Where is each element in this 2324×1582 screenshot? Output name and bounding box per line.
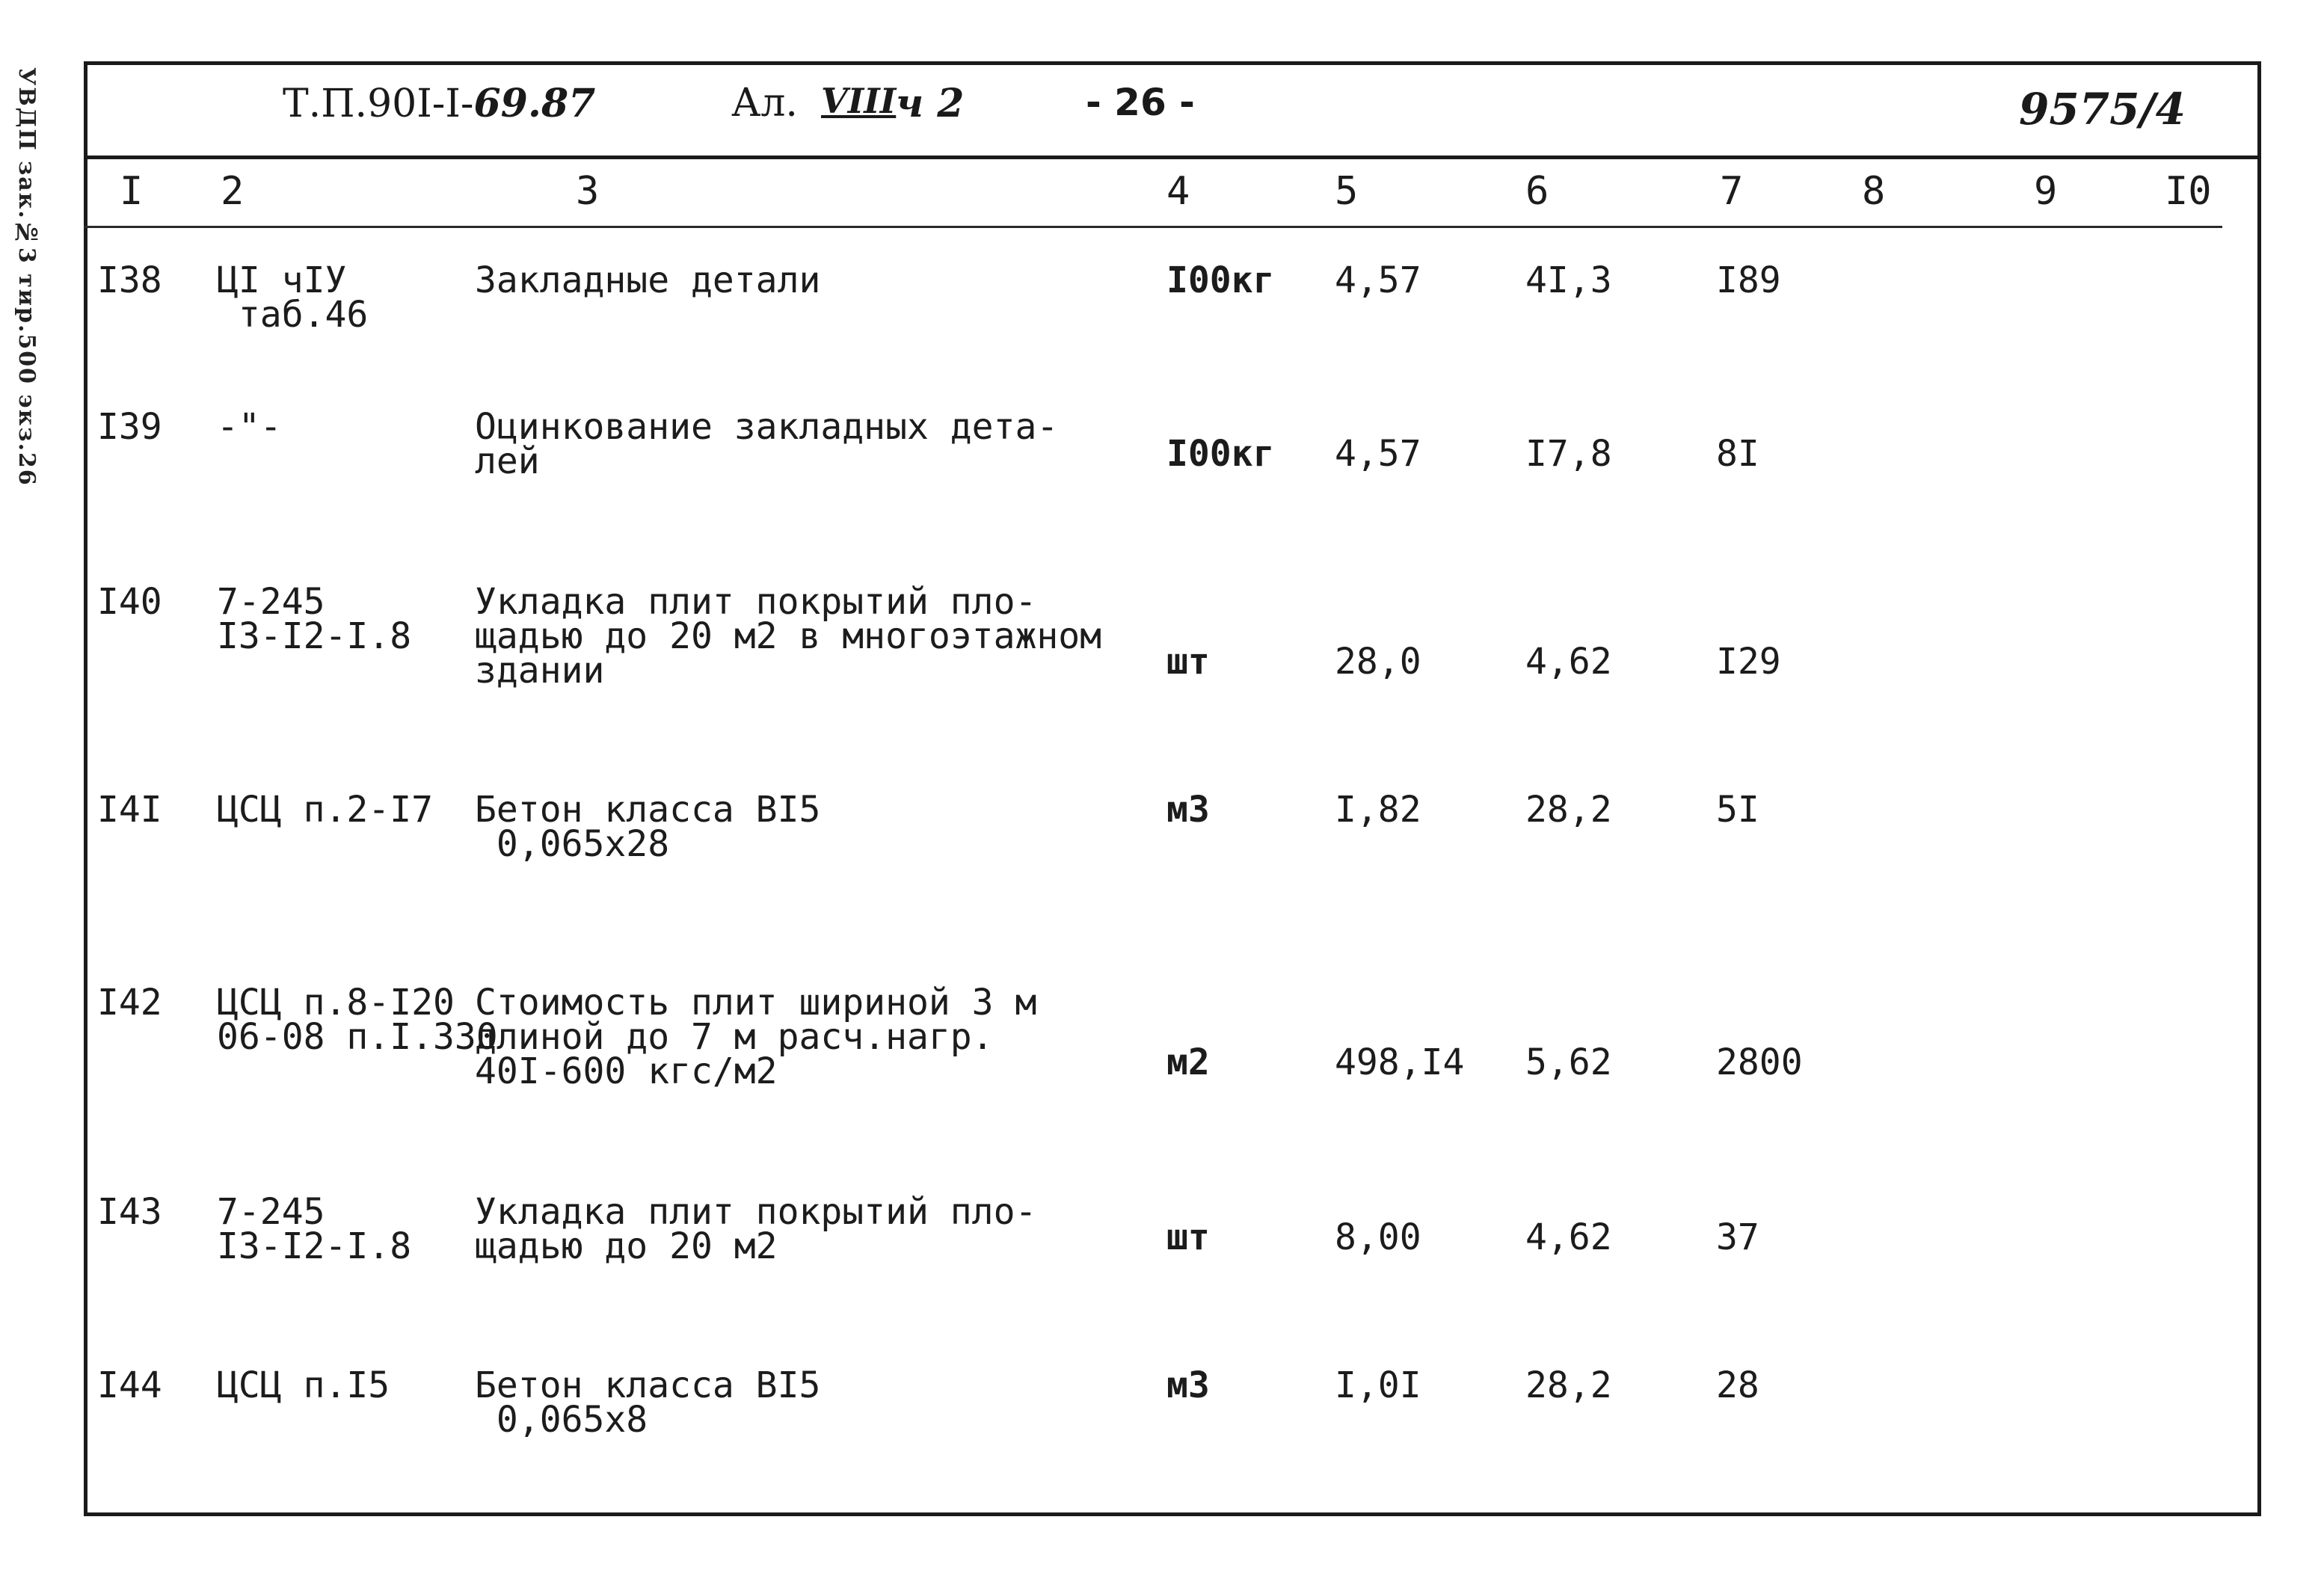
column-header-3: 3 (576, 169, 600, 214)
column-header-4: 4 (1166, 169, 1190, 214)
row-I38-unit: I00кг (1166, 259, 1275, 301)
column-header-divider (84, 226, 2222, 228)
row-I38-code: ЦI чIУ таб.46 (217, 259, 369, 336)
row-I4I-price: 28,2 (1525, 789, 1612, 831)
row-I44-unit: м3 (1166, 1364, 1210, 1406)
row-I39-code: -"- (217, 406, 282, 448)
row-I42-total: 2800 (1716, 1041, 1803, 1083)
row-I40-unit: шт (1166, 641, 1210, 683)
row-I40-qty: 28,0 (1335, 641, 1421, 683)
row-I38-qty: 4,57 (1335, 259, 1421, 301)
row-I4I-num: I4I (97, 789, 162, 831)
row-I39-unit: I00кг (1166, 433, 1275, 475)
row-I39-total: 8I (1716, 433, 1759, 475)
column-header-1: I (120, 169, 144, 214)
side-stamp: УВДП зак.№3 тир.500 экз.26 (13, 67, 40, 487)
row-I43-code: 7-245 I3-I2-I.8 (217, 1191, 412, 1267)
row-I43-num: I43 (97, 1191, 162, 1233)
column-header-9: 9 (2034, 169, 2058, 214)
row-I39-desc: Оцинкование закладных дета- лей (475, 406, 1059, 482)
row-I4I-unit: м3 (1166, 789, 1210, 831)
row-I38-total: I89 (1716, 259, 1781, 301)
row-I40-total: I29 (1716, 641, 1781, 683)
row-I40-price: 4,62 (1525, 641, 1612, 683)
row-I42-code: ЦСЦ п.8-I20 06-08 п.I.330 (217, 982, 498, 1058)
row-I42-qty: 498,I4 (1335, 1041, 1465, 1083)
row-I4I-code: ЦСЦ п.2-I7 (217, 789, 433, 831)
project-prefix: Т.П.90I-I- (283, 81, 474, 126)
album-label: Ал. (731, 81, 798, 126)
row-I42-price: 5,62 (1525, 1041, 1612, 1083)
album-number: VIII (821, 81, 897, 121)
project-handwritten: 69.87 (473, 81, 596, 126)
column-header-8: 8 (1862, 169, 1886, 214)
row-I40-num: I40 (97, 581, 162, 623)
row-I39-num: I39 (97, 406, 162, 448)
column-header-7: 7 (1720, 169, 1744, 214)
row-I42-num: I42 (97, 982, 162, 1024)
row-I44-num: I44 (97, 1364, 162, 1406)
page-number: - 26 - (1086, 81, 1195, 124)
row-I4I-desc: Бетон класса ВI5 0,065х28 (475, 789, 821, 865)
row-I43-desc: Укладка плит покрытий пло- щадью до 20 м2 (475, 1191, 1037, 1267)
row-I43-price: 4,62 (1525, 1216, 1612, 1258)
column-header-5: 5 (1335, 169, 1359, 214)
row-I44-total: 28 (1716, 1364, 1759, 1406)
row-I38-desc: Закладные детали (475, 259, 821, 301)
project-code (283, 81, 595, 126)
row-I40-code: 7-245 I3-I2-I.8 (217, 581, 412, 657)
row-I4I-total: 5I (1716, 789, 1759, 831)
row-I42-unit: м2 (1166, 1041, 1210, 1083)
row-I44-desc: Бетон класса ВI5 0,065х8 (475, 1364, 821, 1441)
row-I43-unit: шт (1166, 1216, 1210, 1258)
row-I44-price: 28,2 (1525, 1364, 1612, 1406)
part-number: ч 2 (896, 81, 965, 126)
column-header-10: I0 (2165, 169, 2212, 214)
row-I40-desc: Укладка плит покрытий пло- щадью до 20 м2 в многоэтажном здании (475, 581, 1102, 692)
row-I44-code: ЦСЦ п.I5 (217, 1364, 390, 1406)
column-header-2: 2 (221, 169, 245, 214)
row-I43-qty: 8,00 (1335, 1216, 1421, 1258)
row-I44-qty: I,0I (1335, 1364, 1421, 1406)
row-I39-price: I7,8 (1525, 433, 1612, 475)
row-I38-price: 4I,3 (1525, 259, 1612, 301)
row-I4I-qty: I,82 (1335, 789, 1421, 831)
row-I38-num: I38 (97, 259, 162, 301)
header-divider (84, 156, 2261, 159)
column-header-6: 6 (1525, 169, 1549, 214)
row-I39-qty: 4,57 (1335, 433, 1421, 475)
document-number: 9575/4 (2019, 84, 2186, 135)
row-I43-total: 37 (1716, 1216, 1759, 1258)
row-I42-desc: Стоимость плит шириной 3 м длиной до 7 м расч.нагр. 40I-600 кгс/м2 (475, 982, 1037, 1092)
